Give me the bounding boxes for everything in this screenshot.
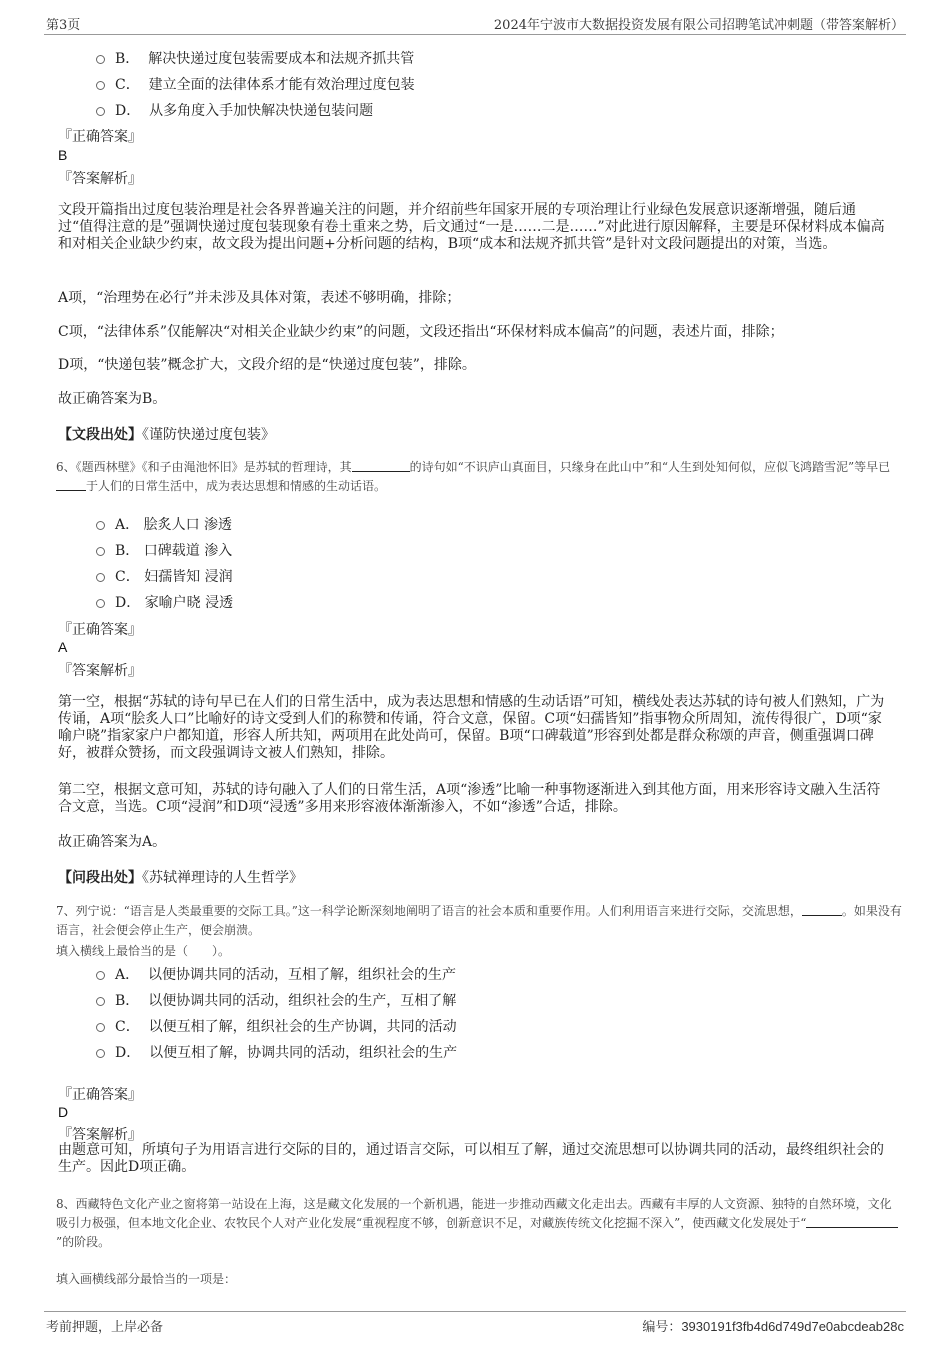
- option-letter: D．: [115, 1045, 141, 1061]
- radio-icon[interactable]: [96, 971, 105, 980]
- q6-option-a[interactable]: [96, 514, 232, 534]
- page-number: 第3页: [46, 18, 81, 33]
- source-title: 《苏轼禅理诗的人生哲学》: [142, 870, 303, 886]
- q6-analysis-label: 『答案解析』: [58, 663, 142, 679]
- q7-instruction: 填入横线上最恰当的是（ ）。: [56, 944, 231, 958]
- source-bracket: 【问段出处】: [58, 870, 142, 886]
- option-text: 以便协调共同的活动，组织社会的生产，互相了解: [148, 993, 457, 1009]
- q5-conclusion: 故正确答案为B。: [58, 391, 167, 407]
- option-letter: B．: [115, 993, 140, 1009]
- stem-text: 7、列宁说：“语言是人类最重要的交际工具。”这一科学论断深刻地阐明了语言的社会本质和重要作用。人们利用语言来进行交际，交流思想，: [56, 904, 802, 918]
- code-label: 编号：: [642, 1320, 682, 1335]
- fill-blank: [806, 1216, 898, 1228]
- option-letter: A．: [115, 967, 140, 983]
- radio-icon[interactable]: [96, 1023, 105, 1032]
- radio-icon[interactable]: [96, 997, 105, 1006]
- stem-text: 的诗句如“不识庐山真面目，只缘身在此山中”和“人生到处知何似，应似飞鸿踏雪泥”等早已: [409, 460, 891, 474]
- q6-option-b[interactable]: [96, 540, 232, 560]
- q7-option-d[interactable]: [96, 1042, 457, 1062]
- q6-option-c[interactable]: [96, 566, 233, 586]
- option-letter: D．: [115, 103, 141, 119]
- radio-icon[interactable]: [96, 1049, 105, 1058]
- option-text: 以便互相了解，协调共同的活动，组织社会的生产: [149, 1045, 458, 1061]
- option-text: 口碑载道 渗入: [143, 543, 233, 559]
- q5-analysis-main: 文段开篇指出过度包装治理是社会各界普遍关注的问题，并介绍前些年国家开展的专项治理让行业绿色发展意识逐渐增强，随后通过“值得注意的是”强调快递过度包装现象有卷土重来之势，后文通过“一是……二是……”对此进行原因解释，主要是环保材料成本偏高和对相关企业缺少约束，故文段为提出问题+分析问题的结构，B项“成本和法规齐抓共管”是针对文段问题提出的对策，当选。: [58, 202, 885, 252]
- option-letter: B．: [115, 543, 140, 559]
- q6-analysis-second: 第二空，根据文意可知，苏轼的诗句融入了人们的日常生活，A项“渗透”比喻一种事物逐渐进入到其他方面，用来形容诗文融入生活符合文意，当选。C项“浸润”和D项“浸透”多用来形容液体渐渐渗入，不如“渗透”合适，排除。: [58, 782, 881, 815]
- q7-option-b[interactable]: [96, 990, 456, 1010]
- fill-blank: [352, 460, 410, 472]
- q6-stem: [56, 458, 902, 496]
- option-text: 建立全面的法律体系才能有效治理过度包装: [148, 77, 415, 93]
- q7-analysis: 由题意可知，所填句子为用语言进行交际的目的，通过语言交际，可以相互了解，通过交流思想可以协调共同的活动，最终组织社会的生产。因此D项正确。: [58, 1142, 884, 1175]
- q7-option-a[interactable]: [96, 964, 456, 984]
- q6-option-d[interactable]: [96, 592, 233, 612]
- q5-option-d[interactable]: [96, 100, 373, 120]
- option-letter: B．: [115, 51, 140, 67]
- option-letter: A．: [115, 517, 140, 533]
- stem-text: ”的阶段。: [56, 1235, 111, 1249]
- radio-icon[interactable]: [96, 599, 105, 608]
- option-text: 妇孺皆知 浸润: [144, 569, 233, 585]
- fill-blank: [802, 904, 842, 916]
- q5-source: [58, 424, 275, 444]
- stem-text: 8、西藏特色文化产业之窗将第一站设在上海，这是藏文化发展的一个新机遇，能进一步推动西藏文化走出去。西藏有丰厚的人文资源、独特的自然环境，文化吸引力极强，但本地文化企业、农牧民个人对产业化发展“重视程度不够，创新意识不足，对藏族传统文化挖掘不深入”，使西藏文化发展处于“: [56, 1197, 892, 1230]
- footer-code: [642, 1316, 904, 1335]
- radio-icon[interactable]: [96, 81, 105, 90]
- option-text: 脍炙人口 渗透: [143, 517, 233, 533]
- option-text: 从多角度入手加快解决快递包装问题: [149, 103, 374, 119]
- q7-answer-label: 『正确答案』: [58, 1087, 142, 1103]
- stem-text: 6、《题西林壁》《和子由渑池怀旧》是苏轼的哲理诗，其: [56, 460, 352, 474]
- q6-conclusion: 故正确答案为A。: [58, 834, 167, 850]
- source-title: 《谨防快递过度包装》: [142, 427, 275, 443]
- stem-text: 于人们的日常生活中，成为表达思想和情感的生动话语。: [86, 479, 387, 493]
- code-value: 3930191f3fb4d6d749d7e0abcdeab28c: [681, 1319, 904, 1334]
- q7-analysis-label: 『答案解析』: [58, 1127, 142, 1143]
- stem-text: 。如果没有语言，社会便会停止生产，便会崩溃。: [56, 904, 902, 937]
- radio-icon[interactable]: [96, 521, 105, 530]
- q7-option-c[interactable]: [96, 1016, 457, 1036]
- header-rule: [44, 34, 906, 35]
- q5-analysis-d: D项，“快递包装”概念扩大，文段介绍的是“快递过度包装”，排除。: [58, 357, 476, 373]
- q7-stem: [56, 902, 902, 940]
- q6-source: [58, 867, 303, 887]
- q5-option-c[interactable]: [96, 74, 415, 94]
- option-text: 家喻户晓 浸透: [144, 595, 234, 611]
- option-text: 解决快递过度包装需要成本和法规齐抓共管: [148, 51, 415, 67]
- option-letter: D．: [115, 595, 141, 611]
- footer-rule: [44, 1311, 906, 1312]
- source-bracket: 【文段出处】: [58, 427, 142, 443]
- radio-icon[interactable]: [96, 573, 105, 582]
- option-text: 以便互相了解，组织社会的生产协调，共同的活动: [148, 1019, 457, 1035]
- q5-analysis-label: 『答案解析』: [58, 171, 142, 187]
- q5-answer-label: 『正确答案』: [58, 129, 142, 145]
- q6-analysis-first: 第一空，根据“苏轼的诗句早已在人们的日常生活中，成为表达思想和情感的生动话语”可知，横线处表达苏轼的诗句被人们熟知，广为传诵，A项“脍炙人口”比喻好的诗文受到人们的称赞和传诵，符合文意，保留。C项“妇孺皆知”指事物众所周知，流传得很广，D项“家喻户晓”指家家户户都知道，形容人所共知，两项用在此处尚可，保留。B项“口碑载道”形容到处都是群众称颂的声音，侧重强调口碑好，被群众赞扬，而文段强调诗文被人们熟知，排除。: [58, 694, 885, 761]
- q6-answer-label: 『正确答案』: [58, 622, 142, 638]
- option-letter: C．: [115, 77, 140, 93]
- option-letter: C．: [115, 1019, 140, 1035]
- radio-icon[interactable]: [96, 55, 105, 64]
- q8-stem: [56, 1195, 902, 1252]
- radio-icon[interactable]: [96, 107, 105, 116]
- q5-analysis-a: A项，“治理势在必行”并未涉及具体对策，表述不够明确，排除；: [58, 290, 461, 306]
- q7-answer-value: D: [58, 1104, 69, 1120]
- fill-blank: [56, 479, 86, 491]
- document-title: 2024年宁波市大数据投资发展有限公司招聘笔试冲刺题（带答案解析）: [493, 18, 904, 33]
- footer-slogan: 考前押题，上岸必备: [46, 1320, 164, 1335]
- q6-answer-value: A: [58, 639, 68, 655]
- q5-analysis-c: C项，“法律体系”仅能解决“对相关企业缺少约束”的问题，文段还指出“环保材料成本偏高”的问题，表述片面，排除；: [58, 324, 784, 340]
- radio-icon[interactable]: [96, 547, 105, 556]
- option-text: 以便协调共同的活动，互相了解，组织社会的生产: [148, 967, 457, 983]
- q5-option-b[interactable]: [96, 48, 414, 68]
- q5-answer-value: B: [58, 147, 68, 163]
- option-letter: C．: [115, 569, 140, 585]
- q8-instruction: 填入画横线部分最恰当的一项是：: [56, 1272, 237, 1286]
